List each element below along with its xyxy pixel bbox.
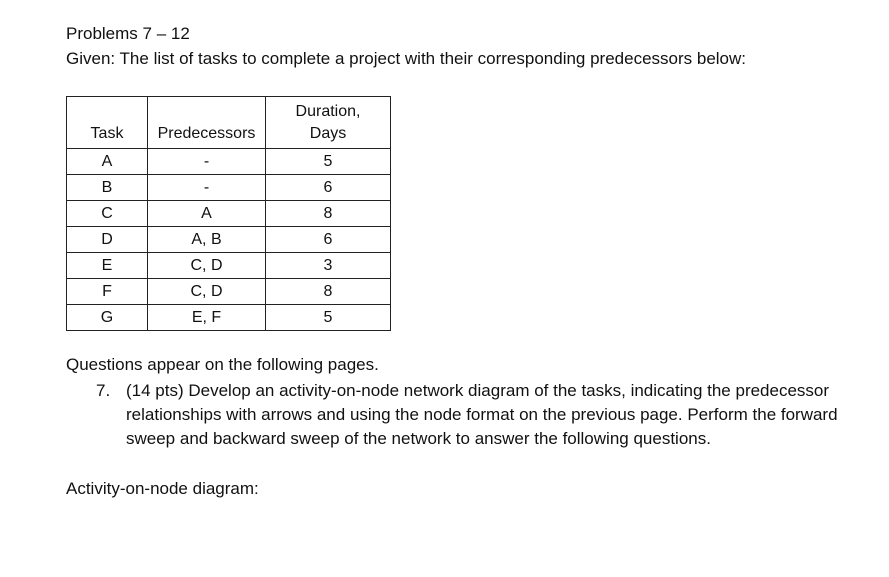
duration-cell: 3 [266,253,391,279]
header-duration [266,97,391,149]
duration-cell: 8 [266,201,391,227]
task-table [66,96,391,331]
task-cell: B [67,175,148,201]
table-row [67,227,391,253]
predecessors-cell: E, F [148,305,266,331]
header-predecessors: Predecessors [148,97,266,149]
table-row [67,279,391,305]
header-duration-line1: Duration, [295,103,361,120]
question-7-number: 7. [96,381,111,400]
header-task: Task [67,97,148,149]
task-cell: D [67,227,148,253]
predecessors-cell: A [148,201,266,227]
duration-cell: 5 [266,305,391,331]
table-row [67,175,391,201]
table-header-row [67,97,391,149]
table-row [67,149,391,175]
table-row [67,201,391,227]
duration-cell: 8 [266,279,391,305]
predecessors-cell: C, D [148,279,266,305]
task-cell: F [67,279,148,305]
task-cell: A [67,149,148,175]
given-statement: Given: The list of tasks to complete a project with their corresponding predecessors below: [66,49,747,68]
questions-intro: Questions appear on the following pages. [66,355,379,374]
task-cell: C [67,201,148,227]
predecessors-cell: C, D [148,253,266,279]
duration-cell: 5 [266,149,391,175]
table-row [67,305,391,331]
duration-cell: 6 [266,227,391,253]
task-cell: E [67,253,148,279]
predecessors-cell: - [148,175,266,201]
duration-cell: 6 [266,175,391,201]
table-row [67,253,391,279]
question-7 [96,379,876,451]
header-duration-line2: Days [309,125,347,142]
predecessors-cell: - [148,149,266,175]
problems-title: Problems 7 – 12 [66,24,190,43]
diagram-label: Activity-on-node diagram: [66,479,259,498]
task-cell: G [67,305,148,331]
predecessors-cell: A, B [148,227,266,253]
question-7-text: (14 pts) Develop an activity-on-node network diagram of the tasks, indicating the predecessor relationships with arrows and using the node format on the previous page. Perform the forward sweep and backward sweep of the network to answer the following questions. [126,381,838,448]
